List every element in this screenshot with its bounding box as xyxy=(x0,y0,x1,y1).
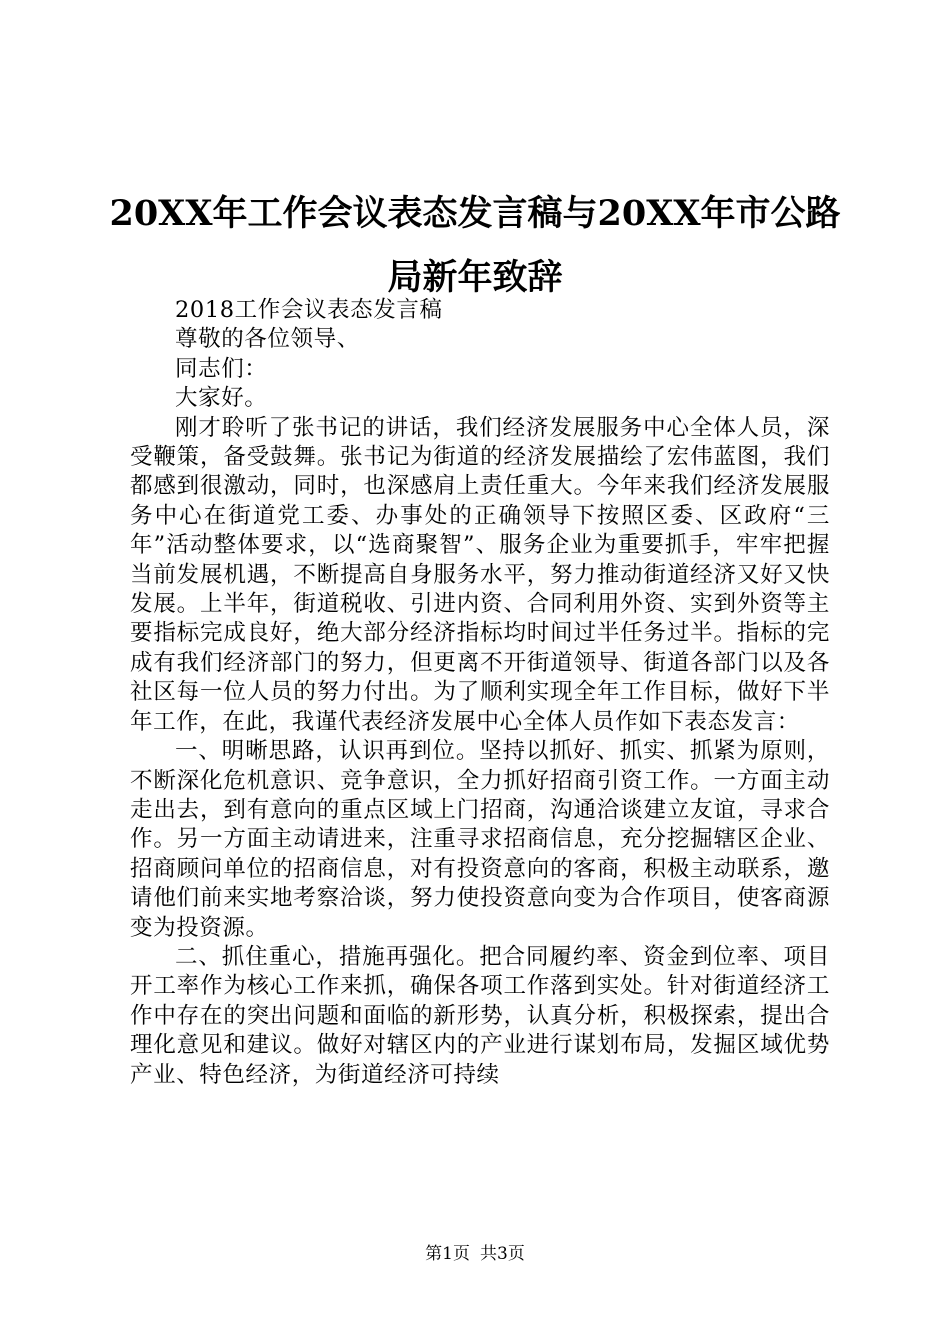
title-line-1: 20XX年工作会议表态发言稿与20XX年市公路 xyxy=(109,193,841,234)
document-title xyxy=(100,182,850,310)
paragraph-intro: 刚才聆听了张书记的讲话，我们经济发展服务中心全体人员，深受鞭策，备受鼓舞。张书记为街道的经济发展描绘了宏伟蓝图，我们都感到很激动，同时，也深感肩上责任重大。今年来我们经济发展服务中心在街道党工委、办事处的正确领导下按照区委、区政府“三年”活动整体要求，以“选商聚智”、服务企业为重要抓手，牢牢把握当前发展机遇，不断提高自身服务水平，努力推动街道经济又好又快发展。上半年，街道税收、引进内资、合同利用外资、实到外资等主要指标完成良好，绝大部分经济指标均时间过半任务过半。指标的完成有我们经济部门的努力，但更离不开街道领导、街道各部门以及各社区每一位人员的努力付出。为了顺利实现全年工作目标，做好下半年工作，在此，我谨代表经济发展中心全体人员作如下表态发言： xyxy=(130,414,830,735)
paragraph-point-2: 二、抓住重心，措施再强化。把合同履约率、资金到位率、项目开工率作为核心工作来抓，确保各项工作落到实处。针对街道经济工作中存在的突出问题和面临的新形势，认真分析，积极探索，提出合理化意见和建议。做好对辖区内的产业进行谋划布局，发掘区域优势产业、特色经济，为街道经济可持续 xyxy=(130,943,830,1088)
paragraph-salutation: 尊敬的各位领导、 xyxy=(175,326,360,353)
paragraph-heading: 2018工作会议表态发言稿 xyxy=(175,297,443,323)
document-body xyxy=(130,296,830,1090)
title-line-2: 局新年致辞 xyxy=(387,257,563,298)
page-total: 共3页 xyxy=(480,1244,525,1264)
page-number: 第1页 xyxy=(425,1244,470,1264)
paragraph-point-1: 一、明晰思路，认识再到位。坚持以抓好、抓实、抓紧为原则，不断深化危机意识、竞争意识，全力抓好招商引资工作。一方面主动走出去，到有意向的重点区域上门招商，沟通洽谈建立友谊，寻求合作。另一方面主动请进来，注重寻求招商信息，充分挖掘辖区企业、招商顾问单位的招商信息，对有投资意向的客商，积极主动联系，邀请他们前来实地考察洽谈，努力使投资意向变为合作项目，使客商源变为投资源。 xyxy=(130,738,830,941)
paragraph-greeting: 大家好。 xyxy=(175,385,268,412)
page-footer xyxy=(0,1243,950,1265)
paragraph-salutation-2: 同志们： xyxy=(175,355,268,382)
